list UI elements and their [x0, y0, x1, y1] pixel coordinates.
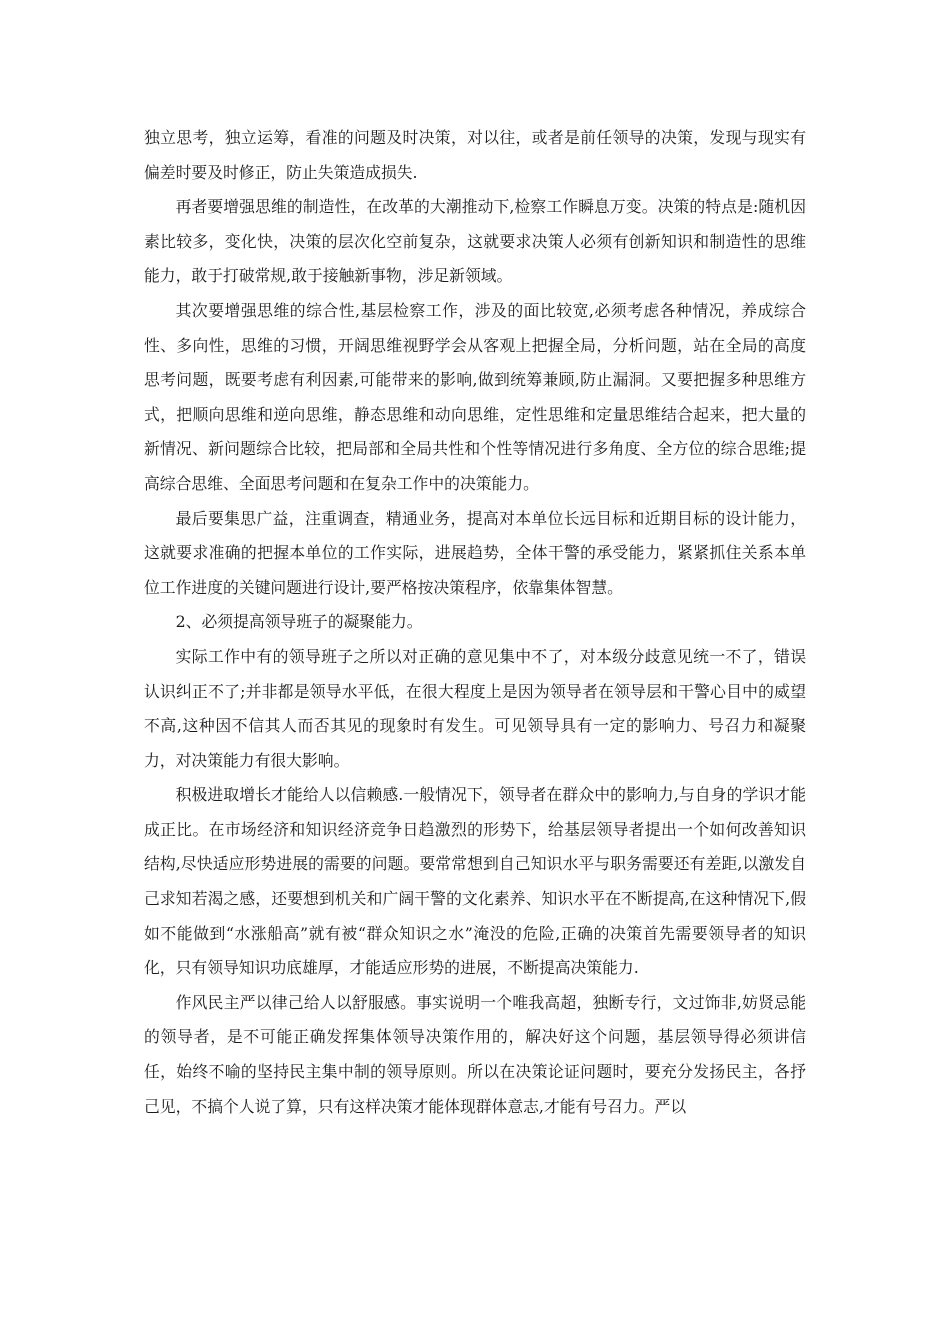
paragraph-6: 积极进取增长才能给人以信赖感.一般情况下，领导者在群众中的影响力,与自身的学识才能成正比。在市场经济和知识经济竞争日趋激烈的形势下，给基层领导者提出一个如何改善知识结构,尽快适应形势进展的需要的问题。要常常想到自己知识水平与职务需要还有差距,以激发自己求知若渴之感，还要想到机关和广阔干警的文化素养、知识水平在不断提高,在这种情况下,假如不能做到“水涨船高”就有被“群众知识之水”淹没的危险,正确的决策首先需要领导者的知识化，只有领导知识功底雄厚，才能适应形势的进展，不断提高决策能力. — [144, 785, 806, 978]
document-body — [144, 121, 806, 1124]
paragraph-5: 实际工作中有的领导班子之所以对正确的意见集中不了，对本级分歧意见统一不了，错误认识纠正不了;并非都是领导水平低，在很大程度上是因为领导者在领导层和干警心目中的威望不高,这种因不信其人而否其见的现象时有发生。可见领导具有一定的影响力、号召力和凝聚力，对决策能力有很大影响。 — [144, 646, 806, 770]
paragraph-7: 作风民主严以律己给人以舒服感。事实说明一个唯我高超，独断专行，文过饰非,妨贤忌能的领导者，是不可能正确发挥集体领导决策作用的，解决好这个问题，基层领导得必须讲信任，始终不喻的坚持民主集中制的领导原则。所以在决策论证问题时，要充分发扬民主，各抒己见，不搞个人说了算，只有这样决策才能体现群体意志,才能有号召力。严以 — [144, 992, 806, 1116]
paragraph-2: 再者要增强思维的制造性，在改革的大潮推动下,检察工作瞬息万变。决策的特点是:随机因素比较多，变化快，决策的层次化空前复杂，这就要求决策人必须有创新知识和制造性的思维能力，敢于打破常规,敢于接触新事物，涉足新领域。 — [144, 197, 806, 286]
section-heading-2: 2、必须提高领导班子的凝聚能力。 — [175, 612, 423, 632]
paragraph-3: 其次要增强思维的综合性,基层检察工作，涉及的面比较宽,必须考虑各种情况，养成综合性、多向性，思维的习惯，开阔思维视野学会从客观上把握全局，分析问题，站在全局的高度思考问题，既要考虑有利因素,可能带来的影响,做到统筹兼顾,防止漏洞。又要把握多种思维方式，把顺向思维和逆向思维，静态思维和动向思维，定性思维和定量思维结合起来，把大量的新情况、新问题综合比较，把局部和全局共性和个性等情况进行多角度、全方位的综合思维;提高综合思维、全面思考问题和在复杂工作中的决策能力。 — [144, 300, 806, 493]
paragraph-1: 独立思考，独立运筹，看准的问题及时决策，对以往，或者是前任领导的决策，发现与现实有偏差时要及时修正，防止失策造成损失. — [144, 128, 806, 182]
paragraph-4: 最后要集思广益，注重调查，精通业务，提高对本单位长远目标和近期目标的设计能力，这就要求准确的把握本单位的工作实际，进展趋势，全体干警的承受能力，紧紧抓住关系本单位工作进度的关键问题进行设计,要严格按决策程序，依靠集体智慧。 — [144, 508, 806, 597]
